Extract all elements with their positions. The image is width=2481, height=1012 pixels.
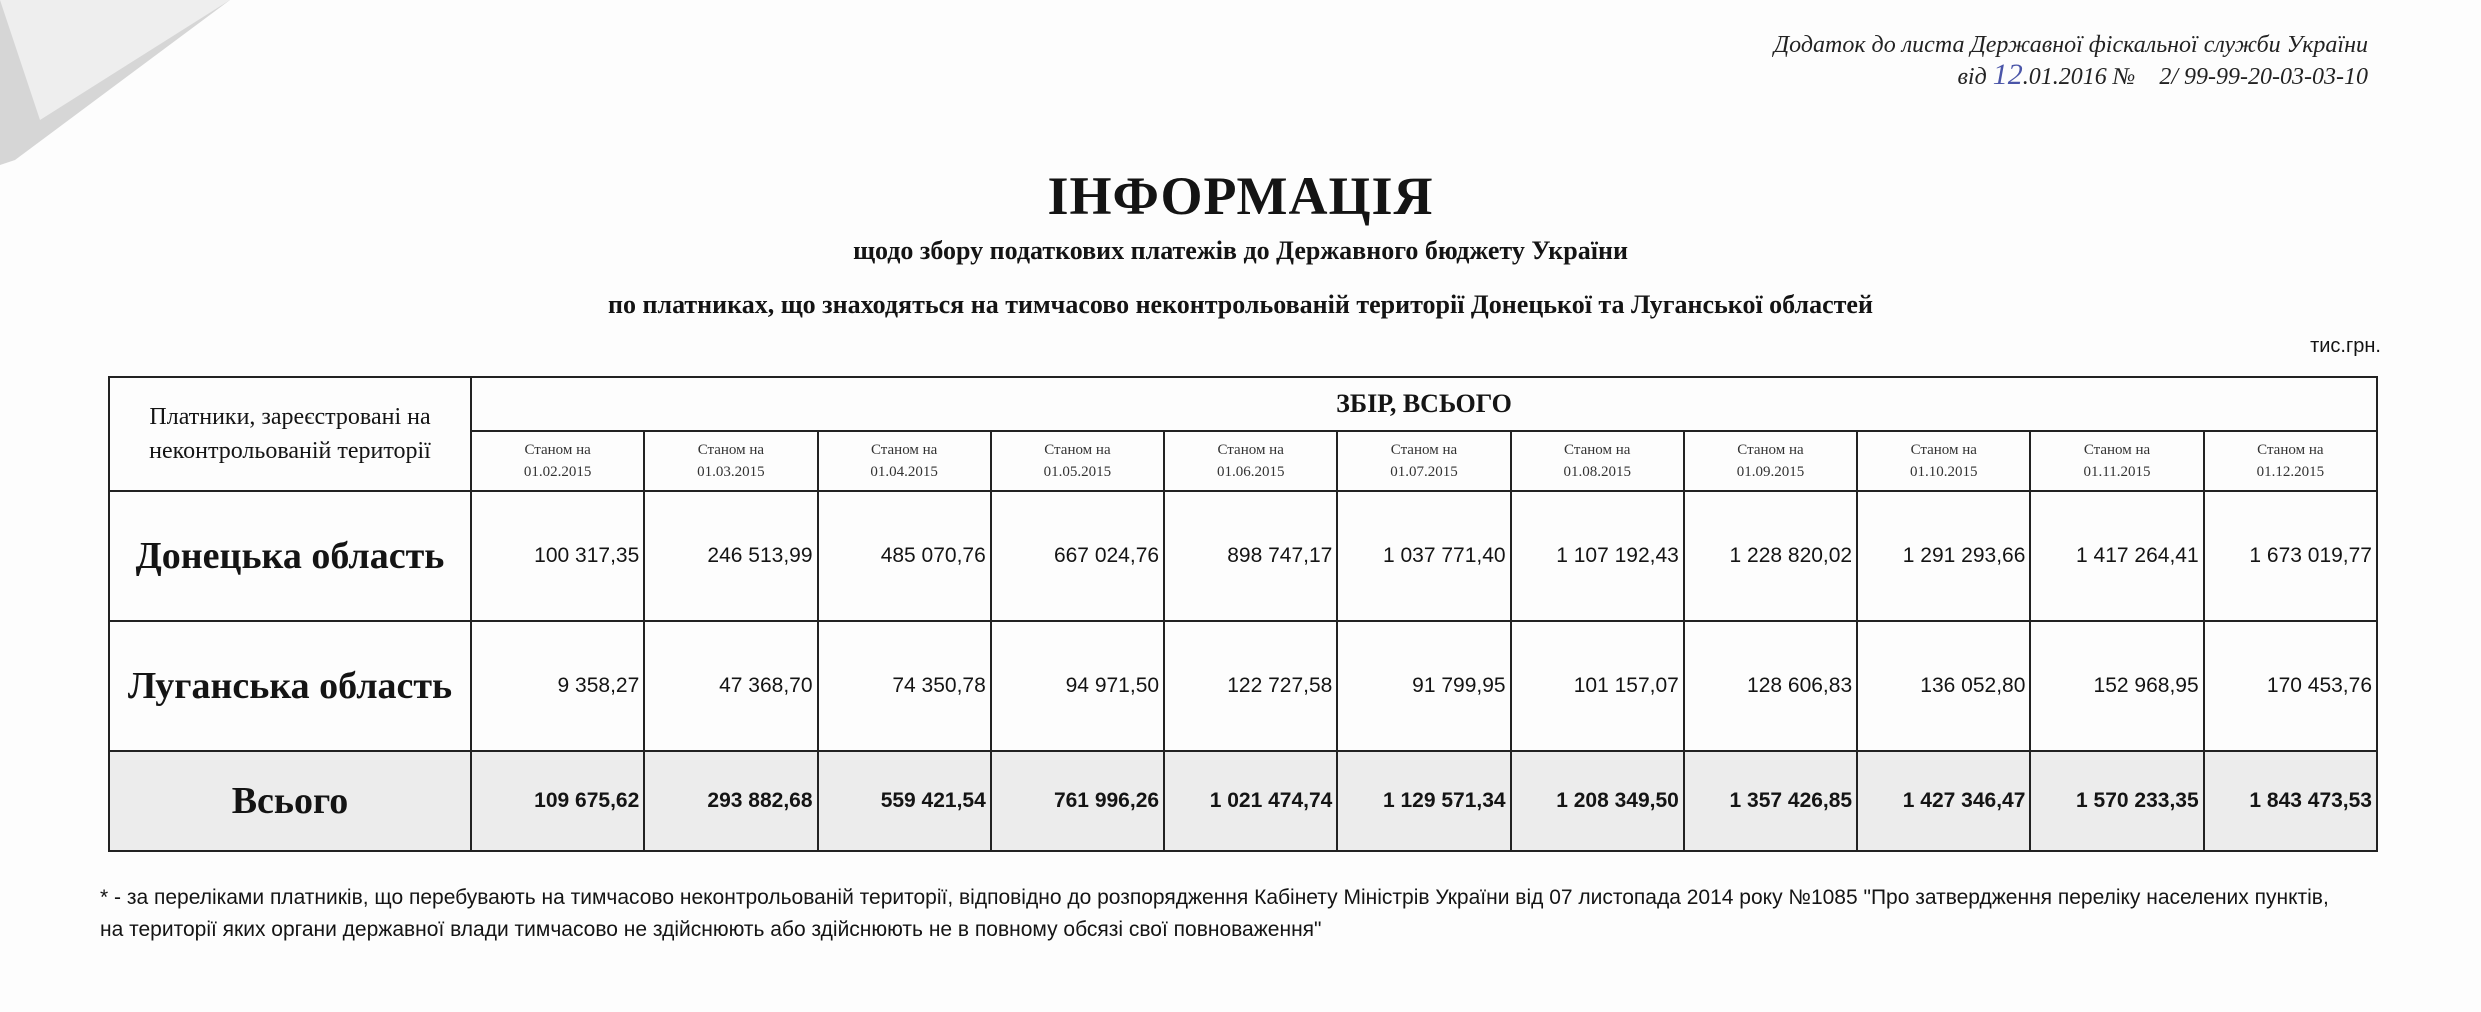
date-prefix: Станом на — [1390, 442, 1458, 458]
date-header — [2030, 431, 2203, 491]
region-name: Донецька область — [109, 491, 471, 621]
date-prefix: Станом на — [1910, 442, 1977, 458]
value-cell: 94 971,50 — [991, 621, 1164, 751]
date-prefix: Станом на — [2257, 442, 2324, 458]
value-cell: 667 024,76 — [991, 491, 1164, 621]
value-cell: 1 129 571,34 — [1337, 751, 1510, 851]
value-cell: 91 799,95 — [1337, 621, 1510, 751]
date-header — [991, 431, 1164, 491]
date-value: 01.03.2015 — [697, 464, 765, 480]
date-value: 01.12.2015 — [2256, 464, 2325, 480]
value-cell: 898 747,17 — [1164, 491, 1337, 621]
corner-header: Платники, зареєстровані на неконтрольованій території — [109, 377, 471, 491]
table-row — [109, 491, 2377, 621]
value-cell: 1 357 426,85 — [1684, 751, 1857, 851]
units-label: тис.грн. — [2310, 335, 2381, 357]
date-value: 01.07.2015 — [1390, 464, 1458, 480]
value-cell: 128 606,83 — [1684, 621, 1857, 751]
value-cell: 122 727,58 — [1164, 621, 1337, 751]
date-prefix: Станом на — [1044, 442, 1111, 458]
value-cell: 1 570 233,35 — [2030, 751, 2203, 851]
date-header — [1164, 431, 1337, 491]
date-value: 01.04.2015 — [870, 464, 938, 480]
value-cell: 170 453,76 — [2204, 621, 2377, 751]
addendum-from: від — [1957, 64, 1987, 90]
addendum-number: 2/ 99-99-20-03-03-10 — [2159, 64, 2368, 90]
date-prefix: Станом на — [1564, 442, 1631, 458]
value-cell: 1 427 346,47 — [1857, 751, 2030, 851]
value-cell: 1 228 820,02 — [1684, 491, 1857, 621]
date-prefix: Станом на — [870, 442, 938, 458]
value-cell: 246 513,99 — [644, 491, 817, 621]
date-header — [1857, 431, 2030, 491]
date-prefix: Станом на — [2083, 442, 2151, 458]
date-header — [818, 431, 991, 491]
document-title: ІНФОРМАЦІЯ — [1047, 166, 1434, 226]
date-value: 01.08.2015 — [1563, 464, 1631, 480]
value-cell: 109 675,62 — [471, 751, 644, 851]
date-prefix: Станом на — [524, 442, 591, 458]
value-cell: 1 021 474,74 — [1164, 751, 1337, 851]
value-cell: 101 157,07 — [1511, 621, 1684, 751]
value-cell: 1 037 771,40 — [1337, 491, 1510, 621]
date-value: 01.02.2015 — [523, 464, 592, 480]
value-cell: 293 882,68 — [644, 751, 817, 851]
document-subtitle-1: щодо збору податкових платежів до Державного бюджету України — [853, 236, 1628, 265]
date-prefix: Станом на — [1217, 442, 1284, 458]
value-cell: 1 208 349,50 — [1511, 751, 1684, 851]
value-cell: 1 107 192,43 — [1511, 491, 1684, 621]
date-header — [1684, 431, 1857, 491]
value-cell: 152 968,95 — [2030, 621, 2203, 751]
handwritten-day: 12 — [1992, 58, 2023, 91]
date-prefix: Станом на — [1737, 442, 1804, 458]
collection-table — [108, 376, 2378, 852]
value-cell: 47 368,70 — [644, 621, 817, 751]
value-cell: 1 843 473,53 — [2204, 751, 2377, 851]
date-header — [1337, 431, 1510, 491]
document-subtitle-2: по платниках, що знаходяться на тимчасово неконтрольованій території Донецької та Луганської областей — [608, 290, 1873, 319]
group-header: ЗБІР, ВСЬОГО — [471, 377, 2377, 431]
date-prefix: Станом на — [697, 442, 765, 458]
region-name: Всього — [109, 751, 471, 851]
value-cell: 74 350,78 — [818, 621, 991, 751]
addendum-line1: Додаток до листа Державної фіскальної служби України — [1773, 32, 2368, 58]
value-cell: 9 358,27 — [471, 621, 644, 751]
total-row — [109, 751, 2377, 851]
value-cell: 761 996,26 — [991, 751, 1164, 851]
value-cell: 559 421,54 — [818, 751, 991, 851]
value-cell: 485 070,76 — [818, 491, 991, 621]
date-header — [2204, 431, 2377, 491]
value-cell: 100 317,35 — [471, 491, 644, 621]
region-name: Луганська область — [109, 621, 471, 751]
date-value: 01.06.2015 — [1216, 464, 1285, 480]
date-header — [1511, 431, 1684, 491]
value-cell: 136 052,80 — [1857, 621, 2030, 751]
date-value: 01.05.2015 — [1043, 464, 1112, 480]
addendum-note — [1774, 30, 2368, 92]
value-cell: 1 417 264,41 — [2030, 491, 2203, 621]
addendum-date: .01.2016 № — [2022, 64, 2136, 90]
date-header — [471, 431, 644, 491]
date-header — [644, 431, 817, 491]
date-value: 01.11.2015 — [2083, 464, 2151, 480]
table-row — [109, 621, 2377, 751]
date-value: 01.10.2015 — [1910, 464, 1978, 480]
value-cell: 1 291 293,66 — [1857, 491, 2030, 621]
value-cell: 1 673 019,77 — [2204, 491, 2377, 621]
footnote: * - за переліками платників, що перебувають на тимчасово неконтрольованій території, відповідно до розпорядження Кабінету Міністрів України від 07 листопада 2014 року №1085 "Про затвердження переліку населених пунктів, на території яких органи державної влади тимчасово не здійснюють або здійснюють не в повному обсязі свої повноваження" — [100, 886, 2329, 941]
addendum-line2 — [1774, 60, 2368, 92]
page-fold-shadow — [0, 0, 260, 170]
date-value: 01.09.2015 — [1736, 464, 1805, 480]
